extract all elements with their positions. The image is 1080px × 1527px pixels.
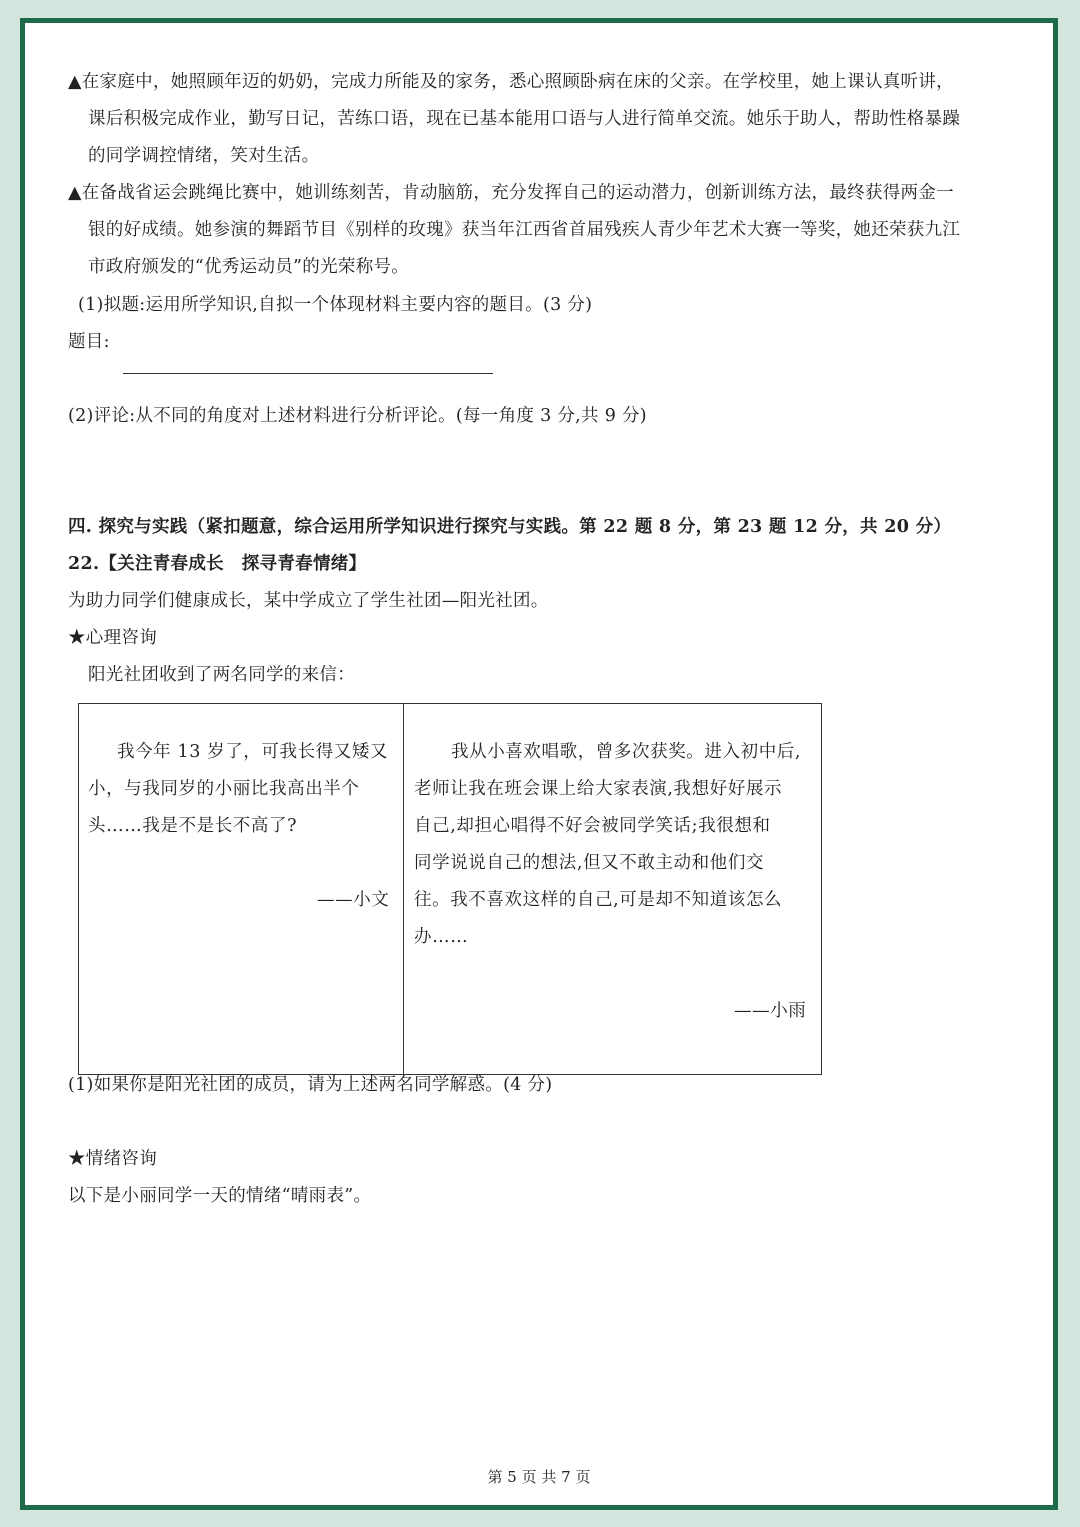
letter2-line1: 我从小喜欢唱歌，曾多次获奖。进入初中后, (451, 742, 802, 762)
page-number: 第 5 页 共 7 页 (487, 1468, 591, 1486)
letter1-line1: 我今年 13 岁了，可我长得又矮又 (117, 742, 389, 762)
q22-intro: 为助力同学们健康成长，某中学成立了学生社团—阳光社团。 (68, 591, 549, 611)
letter2-line5: 往。我不喜欢这样的自己,可是却不知道该怎么 (414, 890, 783, 910)
q21-title-label: 题目: (68, 332, 110, 352)
emotion-intro: 以下是小丽同学一天的情绪“晴雨表”。 (68, 1186, 372, 1206)
title-answer-line[interactable] (123, 373, 493, 374)
page-frame (20, 18, 1058, 1510)
material-para1-line3: 的同学调控情绪，笑对生活。 (88, 146, 320, 166)
material-para1-line2: 课后积极完成作业，勤写日记，苦练口语，现在已基本能用口语与人进行简单交流。她乐于助人，帮助性格暴躁 (88, 109, 961, 129)
q21-part2: (2)评论:从不同的角度对上述材料进行分析评论。(每一角度 3 分,共 9 分) (68, 406, 647, 426)
material-para2-line2: 银的好成绩。她参演的舞蹈节目《别样的玫瑰》获当年江西省首届残疾人青少年艺术大赛一等奖，她还荣获九江 (88, 220, 961, 240)
letter2-line6: 办…… (414, 927, 469, 947)
letter2-line4: 同学说说自己的想法,但又不敢主动和他们交 (414, 853, 765, 873)
letter1-signature: ——小文 (317, 890, 390, 910)
q22-title: 22.【关注青春成长 探寻青春情绪】 (68, 554, 367, 574)
exam-page (25, 23, 1053, 1505)
q21-part1: (1)拟题:运用所学知识,自拟一个体现材料主要内容的题目。(3 分) (78, 295, 593, 315)
letter2-line3: 自己,却担心唱得不好会被同学笑话;我很想和 (414, 816, 771, 836)
material-para2-line3: 市政府颁发的“优秀运动员”的光荣称号。 (88, 257, 410, 277)
letters-intro: 阳光社团收到了两名同学的来信： (88, 665, 355, 685)
material-para1-line1: ▲在家庭中，她照顾年迈的奶奶，完成力所能及的家务，悉心照顾卧病在床的父亲。在学校里，她上课认真听讲， (68, 72, 954, 92)
letter1-line2: 小，与我同岁的小丽比我高出半个 (88, 779, 360, 799)
letter2-line2: 老师让我在班会课上给大家表演,我想好好展示 (414, 779, 783, 799)
letter2-signature: ——小雨 (734, 1001, 807, 1021)
section4-heading: 四. 探究与实践（紧扣题意，综合运用所学知识进行探究与实践。第 22 题 8 分，第 23 题 12 分，共 20 分） (68, 517, 952, 537)
letters-table (78, 703, 822, 1075)
emotion-heading: ★情绪咨询 (68, 1149, 157, 1169)
q22-part1: (1)如果你是阳光社团的成员，请为上述两名同学解惑。(4 分) (68, 1075, 553, 1095)
psych-heading: ★心理咨询 (68, 628, 157, 648)
table-divider (403, 704, 404, 1074)
material-para2-line1: ▲在备战省运会跳绳比赛中，她训练刻苦，肯动脑筋，充分发挥自己的运动潜力，创新训练方法，最终获得两金一 (68, 183, 954, 203)
letter1-line3: 头……我是不是长不高了? (88, 816, 298, 836)
